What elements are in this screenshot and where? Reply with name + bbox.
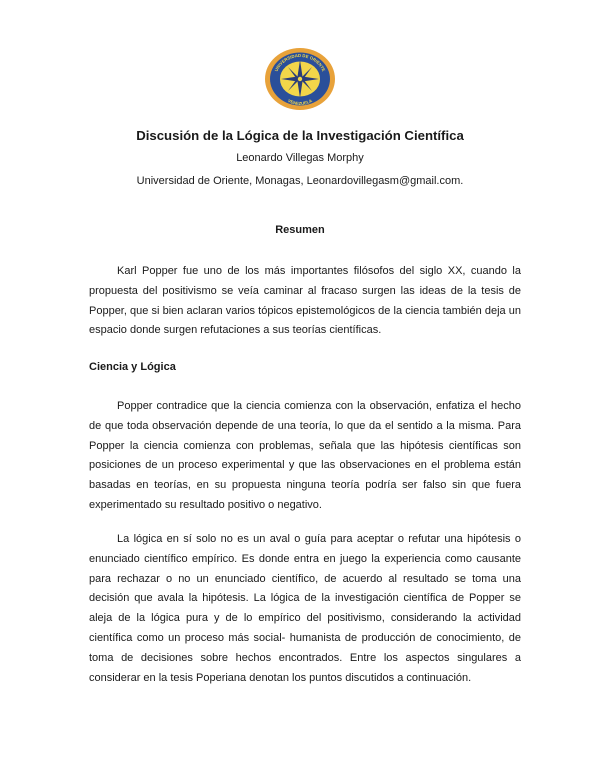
document-title: Discusión de la Lógica de la Investigación Científica: [136, 128, 464, 143]
body-paragraph: La lógica en sí solo no es un aval o guía para aceptar o refutar una hipótesis o enunciado científico empírico. Es donde entra en juego la experiencia como causante para rechazar o no un enunciado científico, de acuerdo al resultado se toma una decisión que avala la hipótesis. La lógica de la investigación científica de Popper se aleja de la lógica pura y de lo empírico del positivismo, considerando la actividad científica como un proceso más social- humanista de producción de conocimiento, de toma de decisiones sobre hechos encontrados. Entre los aspectos singulares a considerar en la tesis Poperiana denotan los puntos discutidos a continuación.: [89, 533, 521, 684]
seal-bottom-text: VENEZUELA: [287, 98, 313, 107]
author-name: Leonardo Villegas Morphy: [236, 152, 364, 164]
abstract-paragraph: Karl Popper fue uno de los más importantes filósofos del siglo XX, cuando la propuesta del positivismo se veía caminar al fracaso surgen las ideas de la tesis de Popper, que si bien aclaran varios tópicos epistemológicos de la ciencia también deja un espacio donde surgen refutaciones a sus teorías científicas.: [89, 265, 521, 337]
abstract-heading: Resumen: [275, 224, 325, 236]
university-seal-logo: [264, 47, 336, 111]
seal-top-text: UNIVERSIDAD DE ORIENTE: [273, 52, 327, 73]
section-heading-ciencia-logica: Ciencia y Lógica: [89, 361, 176, 373]
author-affiliation: Universidad de Oriente, Monagas, Leonardovillegasm@gmail.com.: [136, 175, 464, 187]
body-paragraph: Popper contradice que la ciencia comienza con la observación, enfatiza el hecho de que toda observación depende de una teoría, lo que da el sentido a la misma. Para Popper la ciencia comienza con problemas, señala que las hipótesis científicas son posiciones de un proceso experimental y que las observaciones en el problema están basadas en teorías, en su propuesta ninguna teoría podría ser falso sin que fuera experimentado su resultado positivo o negativo.: [89, 400, 521, 511]
